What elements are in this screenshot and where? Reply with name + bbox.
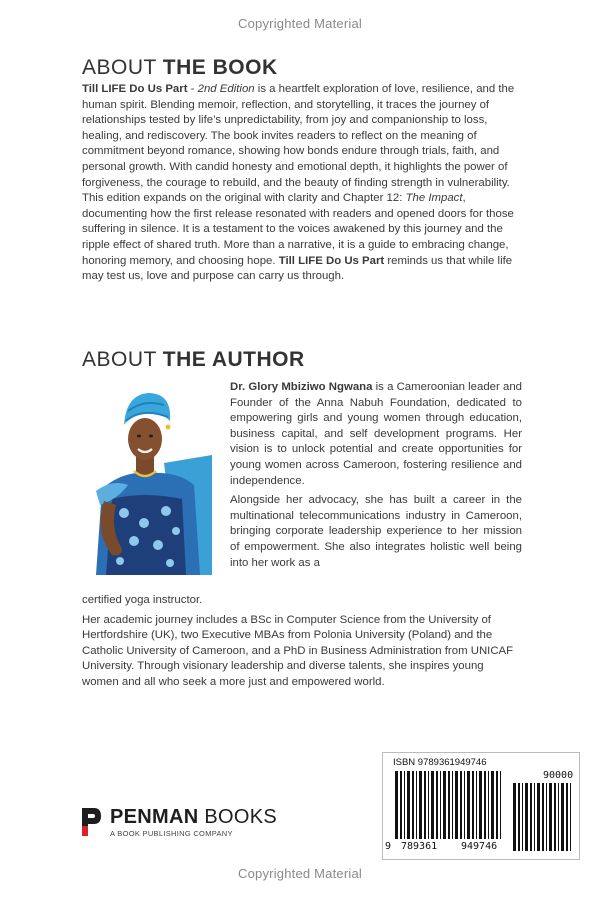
barcode-bar [412, 771, 414, 839]
publisher-tagline: A BOOK PUBLISHING COMPANY [110, 829, 233, 838]
barcode-bar [424, 771, 426, 839]
barcode-bar [428, 771, 429, 839]
about-book-heading-bold: THE BOOK [162, 56, 278, 79]
about-book-paragraph [82, 82, 522, 285]
author-para-2-end: certified yoga instructor. [82, 594, 203, 606]
barcode-bar [496, 771, 498, 839]
barcode-bar [460, 771, 462, 839]
barcode-bar [476, 771, 477, 839]
author-bio-full [82, 593, 522, 691]
about-author-heading-light: ABOUT [82, 348, 163, 371]
penman-logo-icon [80, 806, 102, 838]
book-text-1: is a heartfelt exploration of love, resilience, and the human spirit. Blending memoir, reflection, and storytelling, it traces the journey of relationships tested by life’s unpredictability, from joy and companionship to loss, healing, and rediscovery. The book invites readers to reflect on the meaning of commitment beyond romance, showing how bonds endure through trials, faith, and personal growth. With candid honesty and emotional depth, it highlights the power of forgiveness, the courage to rebuild, and the beauty of finding strength in vulnerability. This edition expands on the original with clarity and Chapter 12: [82, 83, 515, 205]
barcode-bar [455, 771, 458, 839]
barcode-bar [488, 771, 489, 839]
publisher-name-bold: PENMAN [110, 806, 199, 828]
barcode-bar [525, 783, 528, 851]
barcode-bar [522, 783, 523, 851]
barcode-bar [500, 771, 501, 839]
barcode-bar [448, 771, 450, 839]
barcode-bar [467, 771, 470, 839]
barcode-bar [440, 771, 441, 839]
barcode-bar [436, 771, 438, 839]
chapter-title: The Impact [405, 192, 463, 205]
book-text-2: , documenting how the first release resonated with readers and opened doors for those suffering in silence. It is a testament to the voices awakened by this journey and the ripple effect of shared truth. More than a narrative, it is a guide to embracing change, honoring memory, and choosing hope. [82, 192, 514, 267]
barcode-bar [416, 771, 417, 839]
barcode-bar [542, 783, 544, 851]
barcode-bar [395, 771, 398, 839]
barcode-bar [491, 771, 494, 839]
barcode-bar [404, 771, 405, 839]
barcode-first-digit: 9 [385, 841, 392, 852]
barcode-bar [530, 783, 532, 851]
about-author-heading [82, 348, 305, 372]
book-text-3: reminds us that while life may test us, love and purpose can carry us through. [82, 254, 513, 283]
barcode-left-digits: 789361 [401, 841, 438, 852]
author-para-1 [230, 380, 522, 489]
author-bio-side [230, 380, 522, 575]
barcode-bar [518, 783, 520, 851]
barcode-bar [472, 771, 474, 839]
publisher-name [110, 806, 277, 829]
author-para-1-text: is a Cameroonian leader and Founder of the Anna Nabuh Foundation, dedicated to empowering girls and young women through education, business capital, and self development programs. Her vision is to unlock potential and create opportunities for young women across Cameroon, fostering resilience and independence. [230, 381, 523, 487]
book-title-2: Till LIFE Do Us Part [278, 254, 385, 267]
barcode-bar [549, 783, 552, 851]
publisher-logo [80, 804, 300, 840]
watermark-top: Copyrighted Material [238, 16, 362, 31]
edition-label: 2nd Edition [197, 83, 255, 95]
author-photo [82, 381, 212, 577]
barcode-bar [570, 783, 571, 851]
barcode-bar [484, 771, 486, 839]
barcode-bar [407, 771, 410, 839]
barcode-bar [464, 771, 465, 839]
barcode-bar [558, 783, 559, 851]
barcode-bar [443, 771, 446, 839]
about-author-heading-bold: THE AUTHOR [162, 348, 305, 371]
barcode-bar [419, 771, 422, 839]
about-book-heading-light: ABOUT [82, 56, 163, 79]
barcode-bar [561, 783, 564, 851]
author-name: Dr. Glory Mbiziwo Ngwana [230, 381, 373, 393]
author-para-3: Her academic journey includes a BSc in Computer Science from the University of Hertfordshire (UK), two Executive MBAs from Polonia University (Poland) and the Catholic University of Cameroon, and a PhD in Business Administration from UNICAF University. Through visionary leadership and diverse talents, she inspires young women and all who seek a more just and empowered world. [82, 613, 514, 688]
barcode-bar [452, 771, 453, 839]
author-para-2: Alongside her advocacy, she has built a career in the multinational telecommunications industry in Cameroon, bringing corporate leadership experience to her mission of empowerment. She also integrates holistic well being into her work as a [230, 494, 522, 569]
barcode-bar [546, 783, 547, 851]
barcode-bar [400, 771, 402, 839]
title-dash: - [187, 83, 198, 95]
barcode-bar [537, 783, 540, 851]
isbn-label: ISBN 9789361949746 [393, 757, 487, 768]
about-book-heading [82, 56, 278, 80]
barcode-bar [566, 783, 568, 851]
publisher-name-thin: BOOKS [198, 806, 277, 828]
barcode-bar [513, 783, 516, 851]
watermark-bottom: Copyrighted Material [238, 866, 362, 881]
barcode-bar [554, 783, 556, 851]
barcode-bar [534, 783, 535, 851]
book-title: Till LIFE Do Us Part [82, 83, 188, 95]
barcode-bar [431, 771, 434, 839]
barcode-bar [479, 771, 482, 839]
barcode-right-digits: 949746 [461, 841, 498, 852]
barcode-addon-digits: 90000 [543, 770, 574, 781]
isbn-barcode [382, 752, 580, 860]
